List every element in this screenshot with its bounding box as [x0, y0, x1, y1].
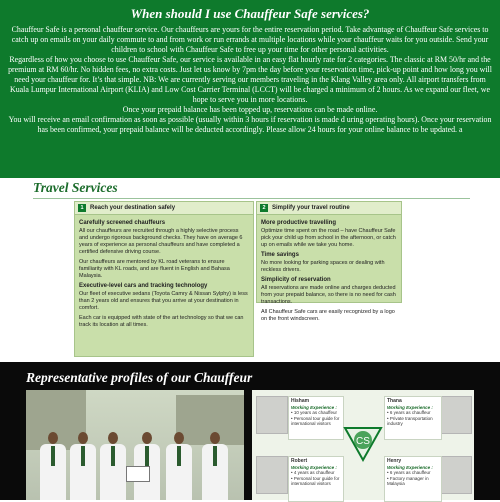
block-text: Our chauffeurs are mentored by KL road veterans to ensure familiarity with KL roads, and are fluent in English and Bahasa Malaysia.	[79, 259, 230, 279]
profile-line: • Private transportation industry	[387, 415, 433, 426]
step-number-badge: 1	[78, 204, 86, 212]
profile-label: Working Experience :	[291, 464, 337, 470]
chauffeur-figure	[166, 432, 192, 500]
chauffeur-safe-logo	[341, 420, 385, 464]
profiles-title: Representative profiles of our Chauffeur	[26, 370, 253, 385]
reach-destination-panel	[74, 201, 254, 357]
chauffeur-figure	[70, 432, 96, 500]
chauffeur-figure	[100, 432, 126, 500]
chauffeur-figure	[202, 432, 228, 500]
chauffeur-figure	[40, 432, 66, 500]
profile-cards-panel	[252, 390, 474, 500]
block-text: All reservations are made online and charges deducted from your prepaid balance, so there is no need for cash transactions.	[261, 285, 396, 305]
intro-paragraph: Regardless of how you choose to use Chauffeur Safe, our service is available in an easy flat hourly rate for 2 categories. The classic at RM 50/hr and the premium at RM 60/hr. No hidden fees, no extra costs. Just let us know by 7pm the day before your reservation time, pick-up point and how long you will need your chauffeur for. It’s that simple. NB: We are currently serving our members traveling in the Klang Valley area only. All airport transfers from Kuala Lumpur International Airport (KLIA) and Low Cost Carrier Terminal (LCCT) will be charged a minimum of 2 hours. As we expand our fleet, we hope to serve you in more locations.	[8, 55, 492, 104]
profile-line: • Personal tour guide for international visitors	[291, 415, 340, 426]
profile-line: • 4 years as chauffeur	[291, 470, 335, 475]
panel-heading: Simplify your travel routine	[272, 204, 350, 211]
profile-name: Henry	[387, 458, 402, 464]
profile-line: • Factory manager in Malaysia	[387, 475, 429, 486]
title-divider	[33, 198, 470, 199]
block-text: Optimize time spent on the road – have Chauffeur Safe pick your child up from school in the afternoon, or catch up on emails while we take you home.	[261, 228, 396, 248]
intro-title: When should I use Chauffeur Safe services?	[130, 6, 370, 21]
panel-header	[75, 202, 253, 215]
intro-section	[0, 0, 500, 178]
logo-sign	[126, 466, 150, 482]
chauffeur-photo	[440, 456, 472, 494]
profile-line: • 6 years as chauffeur	[387, 410, 431, 415]
block-text: No more looking for parking spaces or dealing with reckless drivers.	[261, 260, 385, 273]
block-text: Our fleet of executive sedans (Toyota Camry & Nissan Sylphy) is less than 2 years old and ensures that you arrive at your destination in comfort.	[79, 291, 248, 311]
profile-card	[384, 396, 442, 440]
profile-line: • 6 years as chauffeur	[387, 470, 431, 475]
profile-name: Robert	[291, 458, 308, 464]
profile-name: Thana	[387, 398, 402, 404]
step-number-badge: 2	[260, 204, 268, 212]
profile-card	[384, 456, 442, 502]
block-text: All our chauffeurs are recruited through a highly selective process and undergo rigorous background checks. They have on average 6 years of experience as personal chauffeurs and have completed a certified defensive driving course.	[79, 228, 243, 255]
block-subtitle: Time savings	[261, 252, 299, 258]
block-subtitle: Carefully screened chauffeurs	[79, 220, 166, 226]
chauffeur-photo	[256, 396, 288, 434]
block-subtitle: Simplicity of reservation	[261, 277, 331, 283]
chauffeur-photo	[440, 396, 472, 434]
simplify-routine-panel	[256, 201, 402, 322]
chauffeur-photo	[256, 456, 288, 494]
panel-header	[257, 202, 401, 215]
profile-card	[288, 396, 344, 440]
block-subtitle: More productive travelling	[261, 220, 337, 226]
profile-label: Working Experience :	[291, 404, 337, 410]
profile-line: • 10 years as chauffeur	[291, 410, 338, 415]
svg-text:CS: CS	[356, 436, 370, 447]
profile-card	[288, 456, 344, 502]
intro-paragraph: Chauffeur Safe is a personal chauffeur service. Our chauffeurs are yours for the entire reservation period. Take advantage of Chauffeur Safe services to catch up on emails on your daily commute to and from work or run errands at multiple locations while your chauffeur waits for you outside. Send your children to school with Chauffeur Safe to free up your time for other personal activities.	[11, 25, 489, 54]
profiles-section	[0, 362, 500, 500]
profile-line: • Personal tour guide for international visitors	[291, 475, 340, 486]
block-text: Each car is equipped with state of the art technology so that we can track its location at all times.	[79, 315, 244, 328]
block-text: All Chauffeur Safe cars are easily recognized by a logo on the front windscreen.	[261, 309, 395, 322]
panel-heading: Reach your destination safely	[90, 204, 176, 211]
travel-services-title: Travel Services	[33, 180, 118, 195]
profile-label: Working Experience :	[387, 404, 433, 410]
profile-label: Working Experience :	[387, 464, 433, 470]
intro-paragraph: You will receive an email confirmation as soon as possible (usually within 3 hours if reservation is made d uring operating hours). Once your reservation has been confirmed, your prepaid balance will be deducted accordingly. Please allow 24 hours for your online balance to be updated. a	[8, 115, 492, 134]
chauffeur-group-photo	[26, 390, 244, 500]
profile-name: Hisham	[291, 398, 310, 404]
block-subtitle: Executive-level cars and tracking technology	[79, 283, 208, 289]
intro-paragraph: Once your prepaid balance has been topped up, reservations can be made online.	[122, 105, 378, 114]
travel-services-section	[0, 178, 500, 362]
intro-body	[0, 22, 500, 135]
